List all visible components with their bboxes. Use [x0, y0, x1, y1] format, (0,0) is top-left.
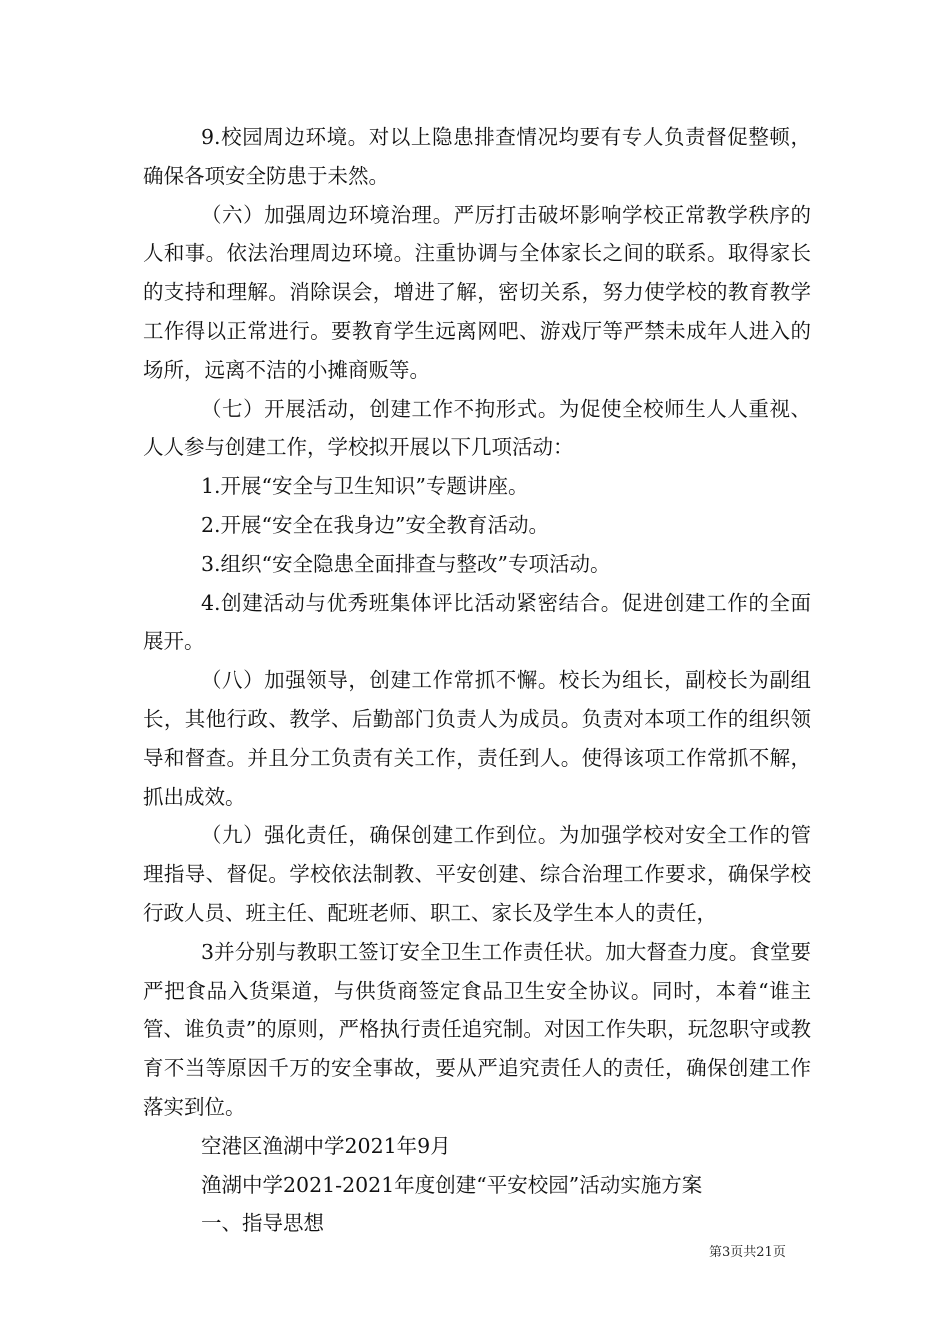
section-heading: 一、指导思想: [201, 1211, 324, 1236]
list-item-activity-1: 1.开展“安全与卫生知识”专题讲座。: [201, 474, 529, 499]
document-title: 渔湖中学2021-2021年度创建“平安校园”活动实施方案: [201, 1172, 703, 1197]
paragraph-responsibility: 3并分别与教职工签订安全卫生工作责任状。加大督查力度。食堂要严把食品入货渠道，与供货商签定食品卫生安全协议。同时，本着“谁主管、谁负责”的原则，严格执行责任追究制。对因工作失职，玩忽职守或教育不当等原因千万的安全事故，要从严追究责任人的责任，确保创建工作落实到位。: [143, 939, 811, 1119]
list-item-activity-4: 4.创建活动与优秀班集体评比活动紧密结合。促进创建工作的全面展开。: [143, 590, 811, 654]
paragraph-surrounding-environment: 9.校园周边环境。对以上隐患排查情况均要有专人负责督促整顿，确保各项安全防患于未然。: [143, 125, 811, 188]
paragraph-section-six: （六）加强周边环境治理。严厉打击破坏影响学校正常教学秩序的人和事。依法治理周边环境。注重协调与全体家长之间的联系。取得家长的支持和理解。消除误会，增进了解，密切关系，努力使学校的教育教学工作得以正常进行。要教育学生远离网吧、游戏厅等严禁未成年人进入的场所，远离不洁的小摊商贩等。: [143, 202, 811, 382]
document-body: [143, 118, 811, 1243]
paragraph-section-eight: （八）加强领导，创建工作常抓不懈。校长为组长，副校长为副组长，其他行政、教学、后勤部门负责人为成员。负责对本项工作的组织领导和督查。并且分工负责有关工作，责任到人。使得该项工作常抓不解，抓出成效。: [143, 668, 811, 809]
paragraph-section-nine: （九）强化责任，确保创建工作到位。为加强学校对安全工作的管理指导、督促。学校依法制教、平安创建、综合治理工作要求，确保学校行政人员、班主任、配班老师、职工、家长及学生本人的责任，: [143, 823, 811, 925]
paragraph-section-seven: （七）开展活动，创建工作不拘形式。为促使全校师生人人重视、人人参与创建工作，学校拟开展以下几项活动：: [143, 396, 811, 460]
list-item-activity-3: 3.组织“安全隐患全面排查与整改”专项活动。: [201, 551, 611, 576]
list-item-activity-2: 2.开展“安全在我身边”安全教育活动。: [201, 512, 550, 537]
page-number: 第3页共21页: [709, 1245, 786, 1260]
signature-line: 空港区渔湖中学2021年9月: [201, 1133, 451, 1158]
